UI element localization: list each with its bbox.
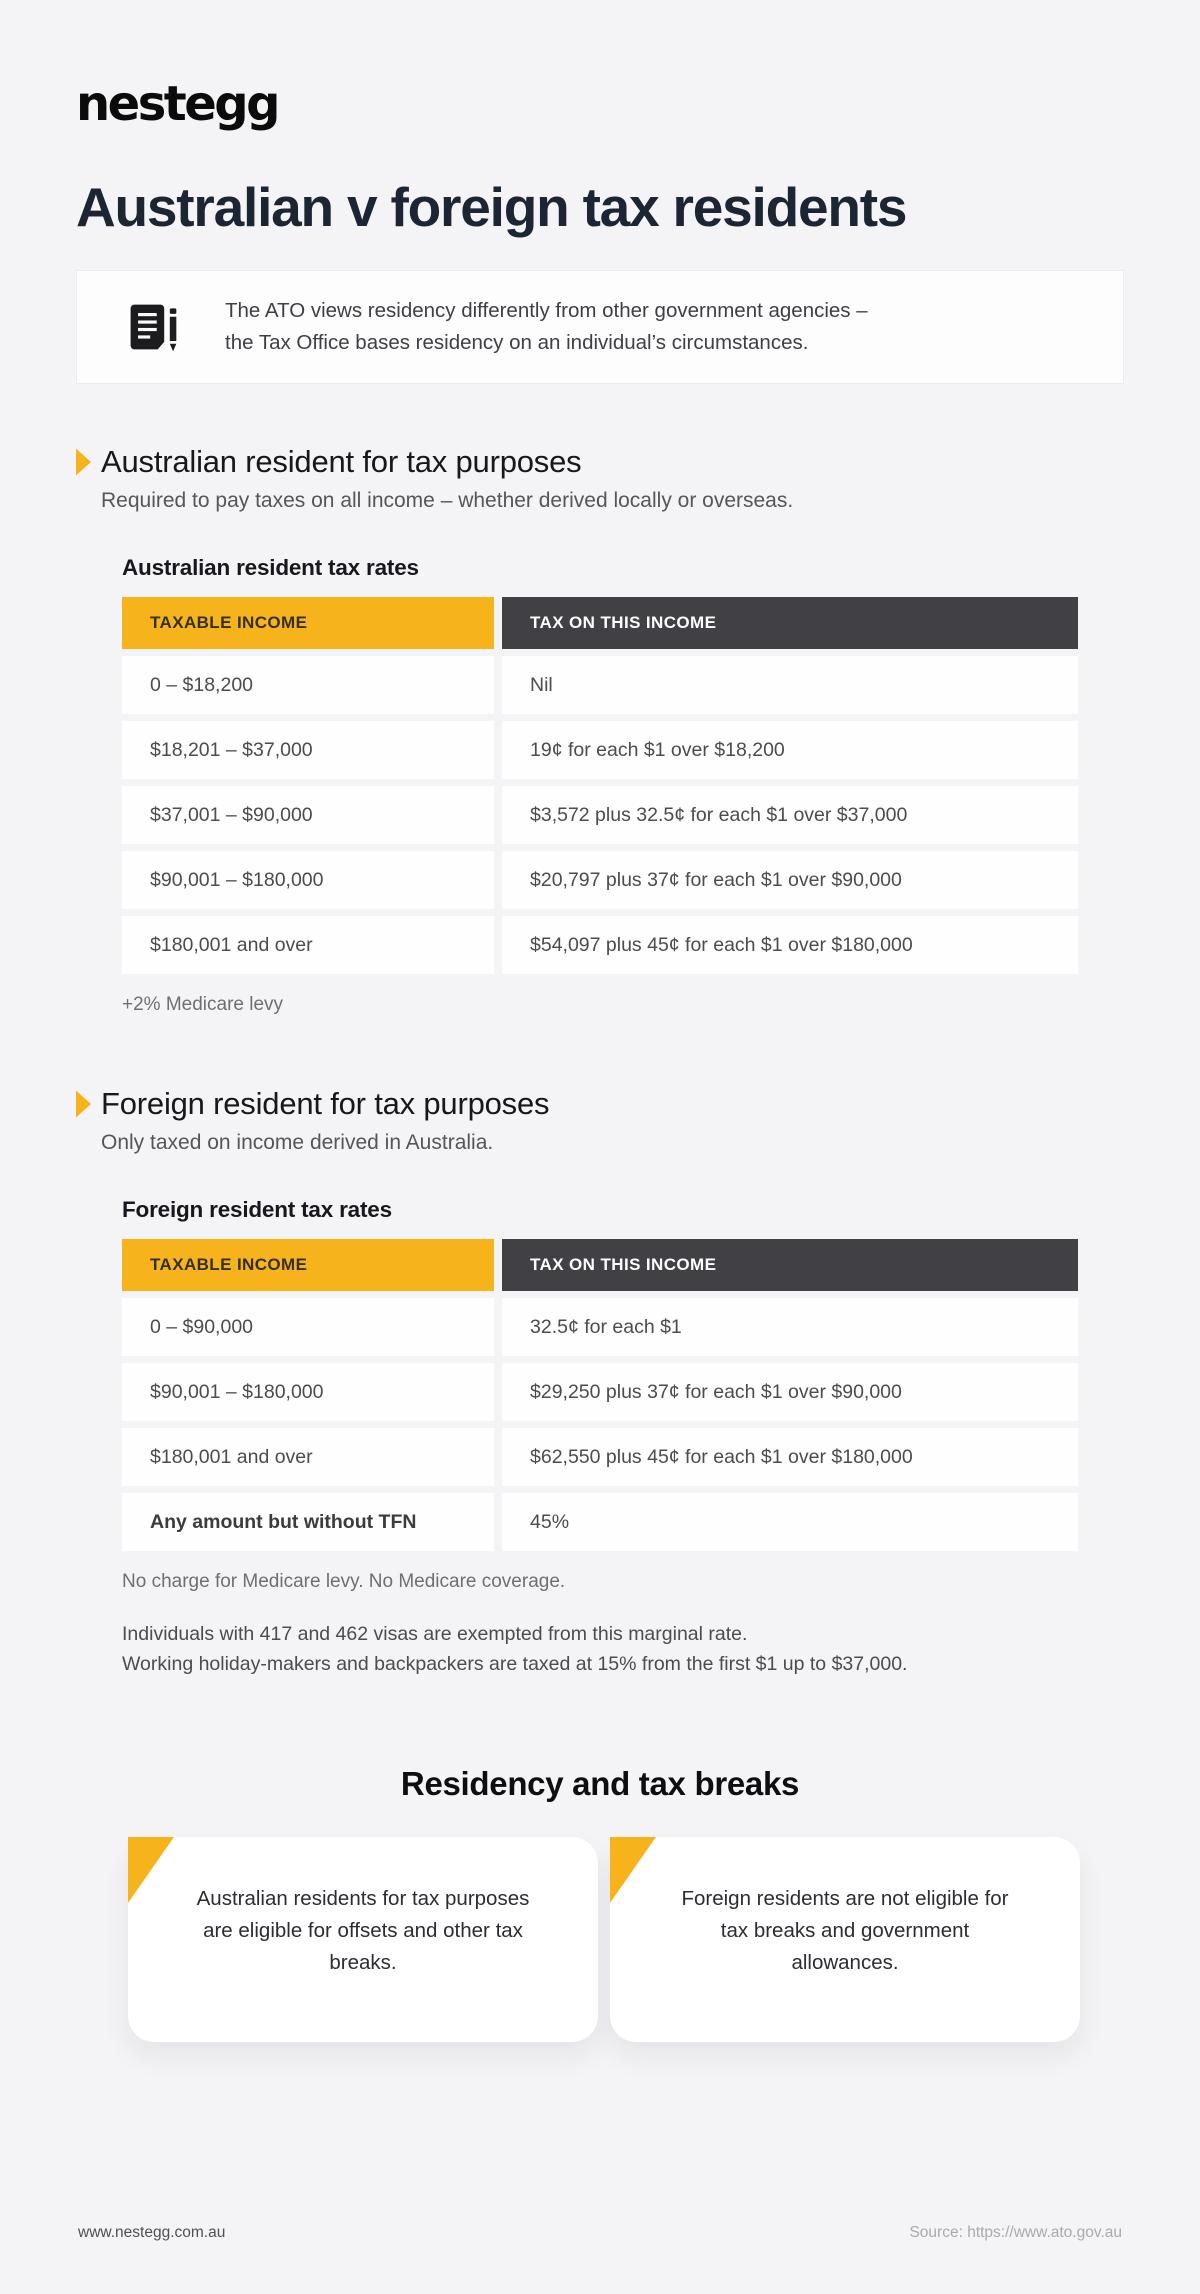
tax-amount-cell: $62,550 plus 45¢ for each $1 over $180,000: [502, 1428, 1078, 1486]
column-header-tax-on-income: TAX ON THIS INCOME: [502, 597, 1078, 649]
yellow-corner-icon: [128, 1837, 174, 1903]
taxable-income-cell: $90,001 – $180,000: [122, 1363, 494, 1421]
taxable-income-cell: $18,201 – $37,000: [122, 721, 494, 779]
medicare-footnote: No charge for Medicare levy. No Medicare coverage.: [122, 1571, 566, 1592]
section-title: Foreign resident for tax purposes: [101, 1086, 550, 1121]
table-row: [122, 851, 1078, 909]
column-header-taxable-income: TAXABLE INCOME: [122, 597, 494, 649]
section-australian-resident: [76, 444, 1124, 1016]
section-heading-row: [76, 444, 1124, 480]
intro-note-line-2: the Tax Office bases residency on an individual’s circumstances.: [225, 331, 809, 354]
taxable-income-cell: Any amount but without TFN: [122, 1493, 494, 1551]
australian-tax-table: [122, 555, 1078, 974]
table-row: [122, 1428, 1078, 1486]
tax-amount-cell: $20,797 plus 37¢ for each $1 over $90,000: [502, 851, 1078, 909]
table-header-row: [122, 1239, 1078, 1291]
table-body: [122, 1298, 1078, 1551]
section-foreign-resident: [76, 1086, 1124, 1679]
nestegg-logo: nestegg: [76, 76, 279, 132]
column-header-tax-on-income: TAX ON THIS INCOME: [502, 1239, 1078, 1291]
section-heading-row: [76, 1086, 1124, 1122]
foreign-tax-table: [122, 1197, 1078, 1551]
tax-amount-cell: $29,250 plus 37¢ for each $1 over $90,000: [502, 1363, 1078, 1421]
taxable-income-cell: 0 – $90,000: [122, 1298, 494, 1356]
table-row: [122, 1363, 1078, 1421]
table-row: [122, 786, 1078, 844]
card-text: Foreign residents are not eligible for tax breaks and government allowances.: [681, 1887, 1009, 1974]
footer: [78, 2224, 1122, 2242]
column-header-taxable-income: TAXABLE INCOME: [122, 1239, 494, 1291]
table-body: [122, 656, 1078, 974]
visa-note-line-2: Working holiday-makers and backpackers are taxed at 15% from the first $1 up to $37,000.: [122, 1653, 908, 1675]
card-australian-residents: [128, 1837, 598, 2042]
medicare-levy-footnote: +2% Medicare levy: [122, 994, 284, 1015]
table-row: [122, 1298, 1078, 1356]
taxable-income-cell: 0 – $18,200: [122, 656, 494, 714]
tax-breaks-cards: [128, 1837, 1124, 2042]
tax-amount-cell: Nil: [502, 656, 1078, 714]
table-header-row: [122, 597, 1078, 649]
yellow-arrow-icon: [76, 449, 91, 476]
table-title: Australian resident tax rates: [122, 555, 419, 580]
table-row: [122, 916, 1078, 974]
card-text: Australian residents for tax purposes are eligible for offsets and other tax breaks.: [196, 1887, 530, 1974]
section-subtitle: Only taxed on income derived in Australia.: [101, 1131, 494, 1154]
footer-source-url: Source: https://www.ato.gov.au: [909, 2224, 1122, 2241]
table-row: [122, 656, 1078, 714]
table-title: Foreign resident tax rates: [122, 1197, 392, 1222]
intro-note-box: [76, 270, 1124, 384]
tax-amount-cell: 45%: [502, 1493, 1078, 1551]
tax-amount-cell: $3,572 plus 32.5¢ for each $1 over $37,000: [502, 786, 1078, 844]
taxable-income-cell: $90,001 – $180,000: [122, 851, 494, 909]
visa-note-line-1: Individuals with 417 and 462 visas are exempted from this marginal rate.: [122, 1623, 748, 1645]
footer-site-url: www.nestegg.com.au: [78, 2224, 226, 2241]
tax-amount-cell: 32.5¢ for each $1: [502, 1298, 1078, 1356]
taxable-income-cell: $180,001 and over: [122, 1428, 494, 1486]
section-title: Australian resident for tax purposes: [101, 444, 582, 479]
taxable-income-cell: $180,001 and over: [122, 916, 494, 974]
tax-amount-cell: 19¢ for each $1 over $18,200: [502, 721, 1078, 779]
yellow-corner-icon: [610, 1837, 656, 1903]
tax-breaks-heading: Residency and tax breaks: [400, 1765, 800, 1802]
section-subtitle: Required to pay taxes on all income – whether derived locally or overseas.: [101, 489, 794, 512]
visa-notes: [122, 1619, 1124, 1679]
yellow-arrow-icon: [76, 1091, 91, 1118]
intro-note-text: [225, 295, 868, 359]
tax-amount-cell: $54,097 plus 45¢ for each $1 over $180,000: [502, 916, 1078, 974]
document-pencil-icon: [125, 298, 181, 356]
table-row: [122, 1493, 1078, 1551]
intro-note-line-1: The ATO views residency differently from other government agencies –: [225, 299, 868, 322]
taxable-income-cell: $37,001 – $90,000: [122, 786, 494, 844]
page-title: Australian v foreign tax residents: [76, 176, 907, 238]
content-column: [0, 76, 1200, 2042]
card-foreign-residents: [610, 1837, 1080, 2042]
table-row: [122, 721, 1078, 779]
